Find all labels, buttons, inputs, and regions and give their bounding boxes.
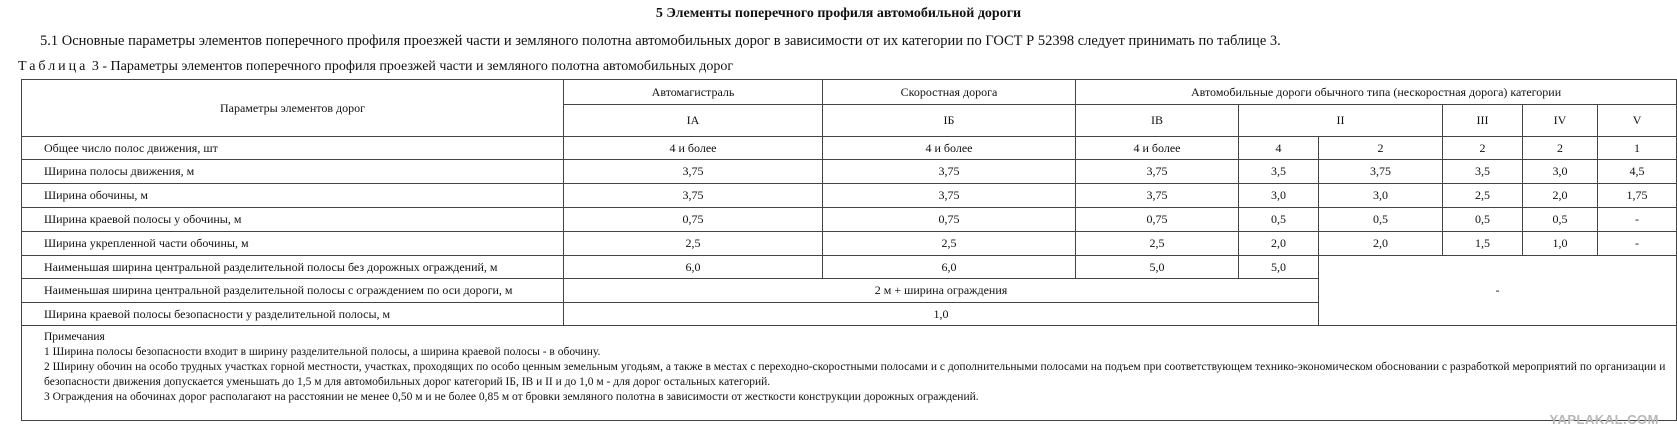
value-cell: 0,5 <box>1443 208 1523 232</box>
value-cell: 5,0 <box>1239 256 1319 279</box>
notes-cell <box>22 326 1677 421</box>
category-cell: IВ <box>1076 105 1239 137</box>
value-cell: 3,75 <box>823 160 1076 184</box>
value-cell: 6,0 <box>823 256 1076 279</box>
row-label: Наименьшая ширина центральной разделительной полосы с ограждением по оси дороги, м <box>22 279 564 303</box>
value-cell: 4,5 <box>1598 160 1677 184</box>
value-cell: 3,0 <box>1523 160 1598 184</box>
row-label: Ширина укрепленной части обочины, м <box>22 232 564 256</box>
row-label: Общее число полос движения, шт <box>22 137 564 160</box>
header-motorway: Автомагистраль <box>564 80 823 105</box>
value-cell: 5,0 <box>1076 256 1239 279</box>
category-cell: IA <box>564 105 823 137</box>
value-cell: 3,75 <box>1076 160 1239 184</box>
merged-value-cell: 2 м + ширина ограждения <box>564 279 1319 303</box>
value-cell: 3,5 <box>1443 160 1523 184</box>
value-cell: 3,0 <box>1239 184 1319 208</box>
category-cell: V <box>1598 105 1677 137</box>
category-cell: IБ <box>823 105 1076 137</box>
intro-paragraph: 5.1 Основные параметры элементов поперечного профиля проезжей части и земляного полотна автомобильных дорог в зависимости от их категории по ГОСТ Р 52398 следует принимать по таблице 3. <box>40 33 1281 49</box>
header-row-1 <box>22 80 1677 105</box>
value-cell: 2,0 <box>1319 232 1443 256</box>
category-cell: IV <box>1523 105 1598 137</box>
header-ordinary: Автомобильные дороги обычного типа (нескоростная дорога) категории <box>1076 80 1677 105</box>
table-caption <box>18 59 733 75</box>
value-cell: 0,75 <box>823 208 1076 232</box>
table-row <box>22 256 1677 279</box>
merged-value-cell: 1,0 <box>564 303 1319 326</box>
merged-dash-cell: - <box>1319 256 1677 326</box>
caption-text: 3 - Параметры элементов поперечного профиля проезжей части и земляного полотна автомобильных дорог <box>88 59 734 74</box>
category-cell: III <box>1443 105 1523 137</box>
value-cell: 4 и более <box>564 137 823 160</box>
table-row <box>22 184 1677 208</box>
value-cell: 4 и более <box>823 137 1076 160</box>
value-cell: 1 <box>1598 137 1677 160</box>
value-cell: 2,5 <box>1443 184 1523 208</box>
value-cell: 2 <box>1443 137 1523 160</box>
value-cell: 0,5 <box>1523 208 1598 232</box>
category-cell: II <box>1239 105 1443 137</box>
value-cell: 0,5 <box>1239 208 1319 232</box>
value-cell: 1,0 <box>1523 232 1598 256</box>
value-cell: 3,75 <box>1076 184 1239 208</box>
value-cell: 2,5 <box>1076 232 1239 256</box>
note-item: 1 Ширина полосы безопасности входит в ширину разделительной полосы, а ширина краевой полосы - в обочину. <box>44 346 601 358</box>
value-cell: 2,0 <box>1239 232 1319 256</box>
table-row <box>22 208 1677 232</box>
value-cell: 3,75 <box>564 160 823 184</box>
value-cell: 1,5 <box>1443 232 1523 256</box>
value-cell: 3,0 <box>1319 184 1443 208</box>
row-label: Наименьшая ширина центральной разделительной полосы без дорожных ограждений, м <box>22 256 564 279</box>
value-cell: 3,5 <box>1239 160 1319 184</box>
header-express: Скоростная дорога <box>823 80 1076 105</box>
value-cell: 4 <box>1239 137 1319 160</box>
value-cell: 0,75 <box>564 208 823 232</box>
value-cell: 1,75 <box>1598 184 1677 208</box>
section-heading: 5 Элементы поперечного профиля автомобильной дороги <box>655 6 1022 21</box>
value-cell: 2 <box>1319 137 1443 160</box>
table-row <box>22 160 1677 184</box>
caption-prefix: Таблица <box>18 59 89 74</box>
value-cell: 6,0 <box>564 256 823 279</box>
value-cell: - <box>1598 232 1677 256</box>
row-label: Ширина краевой полосы у обочины, м <box>22 208 564 232</box>
row-label: Ширина краевой полосы безопасности у разделительной полосы, м <box>22 303 564 326</box>
value-cell: 2,5 <box>564 232 823 256</box>
notes-title: Примечания <box>44 331 105 343</box>
note-item: 3 Ограждения на обочинах дорог располагают на расстоянии не менее 0,50 м и не более 0,85 м от бровки земляного полотна в зависимости от жесткости конструкции дорожных ограждений. <box>44 391 979 403</box>
value-cell: 2 <box>1523 137 1598 160</box>
watermark: YAPLAKAL.COM <box>1549 412 1659 427</box>
parameters-table <box>21 79 1677 421</box>
value-cell: 2,5 <box>823 232 1076 256</box>
table-row <box>22 137 1677 160</box>
note-item: 2 Ширину обочин на особо трудных участках горной местности, участках, проходящих по особо ценным земельным угодьям, а также в местах с переходно-скоростными полосами и с дополнительными полосами на подъем при соответствующем технико-экономическом обосновании с разработкой мероприятий по организации и безопасности движения допускается уменьшать до 1,5 м для автомобильных дорог категорий IБ, IВ и II и до 1,0 м - для дорог остальных категорий. <box>44 361 1666 388</box>
table-row <box>22 232 1677 256</box>
value-cell: 3,75 <box>823 184 1076 208</box>
row-label: Ширина полосы движения, м <box>22 160 564 184</box>
value-cell: - <box>1598 208 1677 232</box>
value-cell: 0,75 <box>1076 208 1239 232</box>
notes-row <box>22 326 1677 421</box>
value-cell: 3,75 <box>1319 160 1443 184</box>
row-label: Ширина обочины, м <box>22 184 564 208</box>
value-cell: 4 и более <box>1076 137 1239 160</box>
value-cell: 3,75 <box>564 184 823 208</box>
value-cell: 0,5 <box>1319 208 1443 232</box>
header-params: Параметры элементов дорог <box>22 80 564 137</box>
value-cell: 2,0 <box>1523 184 1598 208</box>
